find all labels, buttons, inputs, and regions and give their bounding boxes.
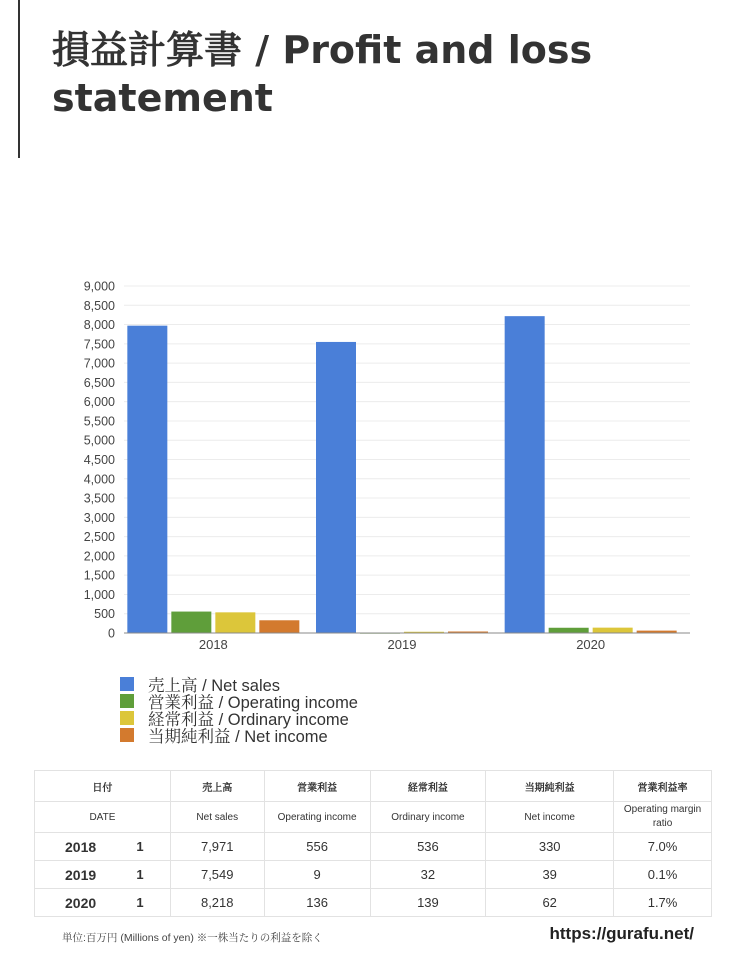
y-tick-label: 6,000 [83,395,115,410]
y-tick-label: 8,500 [83,298,115,313]
y-tick-label: 4,000 [83,472,115,487]
legend-swatch-operating-income [120,694,134,708]
bar [215,612,255,633]
header-cell: 経常利益 [370,771,486,802]
x-tick-label: 2018 [198,637,228,652]
unit-footnote: 単位:百万円 (Millions of yen) ※一株当たりの利益を除く [62,932,323,944]
site-url-link[interactable]: https://gurafu.net/ [549,924,694,943]
bar [171,612,211,633]
bar [593,628,633,633]
legend-swatch-ordinary-income [120,711,134,725]
cell-operating-income: 136 [264,889,370,917]
header-cell: Ordinary income [370,802,486,833]
bar [259,620,299,633]
cell-net-income: 330 [486,833,614,861]
y-tick-label: 6,500 [83,375,115,390]
y-tick-label: 8,000 [83,318,115,333]
y-tick-label: 7,500 [83,337,115,352]
row-year: 2018 [35,833,133,861]
header-cell: DATE [35,802,171,833]
legend-label: 営業利益 / Operating income [148,693,358,712]
row-count: 1 [132,861,170,889]
y-tick-label: 500 [94,607,115,622]
header-cell: Operating margin ratio [614,802,712,833]
legend-label: 当期純利益 / Net income [148,727,328,746]
y-axis-ticks [84,280,115,641]
table-row [35,861,712,889]
bar-chart [0,270,748,660]
header-cell: Operating income [264,802,370,833]
chart-bars [127,316,676,634]
table-header-en [35,802,712,833]
cell-ordinary-income: 32 [370,861,486,889]
page-title: 損益計算書 / Profit and loss statement [52,28,593,120]
x-tick-label: 2019 [387,637,417,652]
bar [316,342,356,633]
legend-swatch-net-income [120,728,134,742]
bar [549,628,589,633]
header-cell: 日付 [35,771,171,802]
cell-margin-ratio: 0.1% [614,861,712,889]
legend-label: 売上高 / Net sales [148,676,281,695]
y-tick-label: 2,500 [83,530,115,545]
title-accent-bar [18,0,20,158]
table-row [35,889,712,917]
cell-operating-income: 556 [264,833,370,861]
cell-net-income: 39 [486,861,614,889]
row-count: 1 [132,889,170,917]
y-tick-label: 0 [108,626,115,641]
bar [505,316,545,633]
y-tick-label: 7,000 [83,356,115,371]
chart-legend [120,675,358,746]
cell-net-income: 62 [486,889,614,917]
row-count: 1 [132,833,170,861]
cell-operating-income: 9 [264,861,370,889]
cell-ordinary-income: 536 [370,833,486,861]
cell-margin-ratio: 7.0% [614,833,712,861]
cell-net-sales: 7,971 [170,833,264,861]
legend-item [120,726,358,746]
table-header-jp [35,771,712,802]
header-cell: 営業利益率 [614,771,712,802]
header-cell: Net sales [170,802,264,833]
chart-gridlines [124,286,690,614]
header-cell: Net income [486,802,614,833]
header-cell: 当期純利益 [486,771,614,802]
table-row [35,833,712,861]
header-cell: 営業利益 [264,771,370,802]
y-tick-label: 1,500 [83,568,115,583]
cell-margin-ratio: 1.7% [614,889,712,917]
cell-net-sales: 7,549 [170,861,264,889]
cell-net-sales: 8,218 [170,889,264,917]
y-tick-label: 3,500 [83,491,115,506]
header-cell: 売上高 [170,771,264,802]
x-axis-labels [199,637,605,652]
cell-ordinary-income: 139 [370,889,486,917]
y-tick-label: 4,500 [83,453,115,467]
x-tick-label: 2020 [576,637,606,652]
y-tick-label: 5,500 [83,414,115,429]
row-year: 2020 [35,889,133,917]
y-tick-label: 1,000 [83,587,115,602]
row-year: 2019 [35,861,133,889]
y-tick-label: 9,000 [83,279,115,294]
y-tick-label: 5,000 [83,433,115,448]
bar [127,326,167,633]
legend-label: 経常利益 / Ordinary income [148,710,349,729]
financial-table [34,770,712,917]
y-tick-label: 3,000 [83,510,115,525]
y-tick-label: 2,000 [83,549,115,564]
legend-swatch-net-sales [120,677,134,691]
